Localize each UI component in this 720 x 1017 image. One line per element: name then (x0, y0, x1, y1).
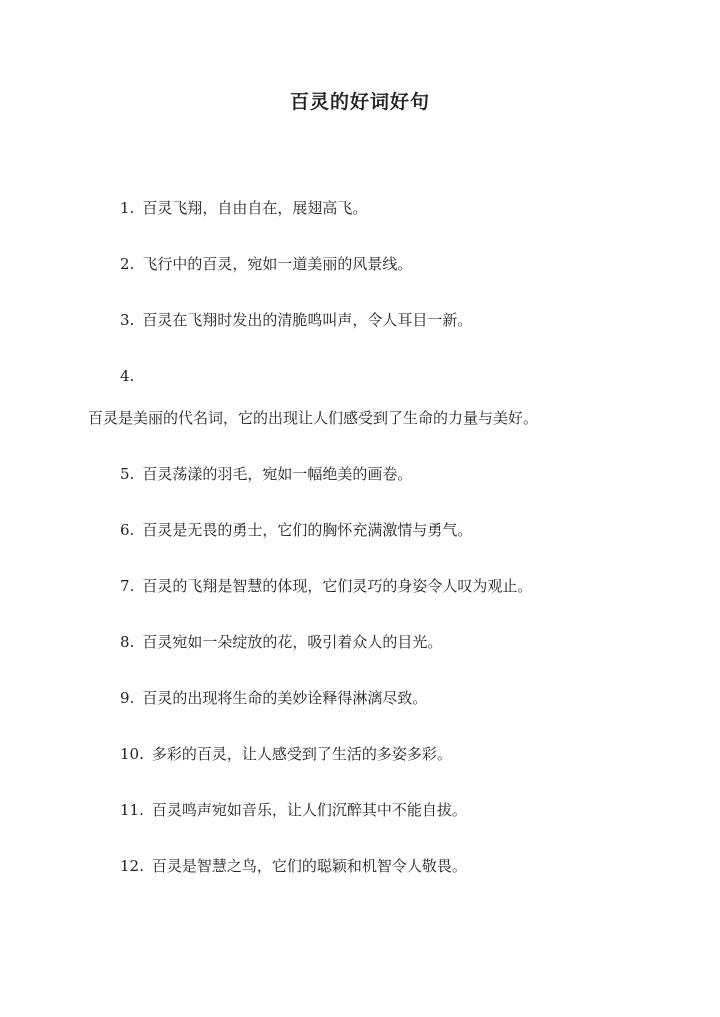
item-number: 5. (120, 465, 135, 483)
list-item (120, 799, 467, 821)
item-text: 百灵的飞翔是智慧的体现，它们灵巧的身姿令人叹为观止。 (142, 577, 533, 595)
list-item (120, 631, 442, 653)
item-text: 多彩的百灵，让人感受到了生活的多姿多彩。 (151, 745, 452, 763)
list-item-number-only (120, 365, 142, 387)
item-number: 8. (120, 633, 135, 651)
list-item (120, 687, 427, 709)
item-text: 百灵是智慧之鸟，它们的聪颖和机智令人敬畏。 (151, 857, 467, 875)
item-number: 6. (120, 521, 135, 539)
list-item (120, 575, 532, 597)
item-text: 飞行中的百灵，宛如一道美丽的风景线。 (142, 255, 413, 273)
item-text: 百灵是无畏的勇士，它们的胸怀充满激情与勇气。 (142, 521, 473, 539)
list-item (120, 855, 467, 877)
list-item (120, 463, 412, 485)
item-number: 10. (120, 745, 144, 763)
item-text: 百灵鸣声宛如音乐，让人们沉醉其中不能自拔。 (151, 801, 467, 819)
item-number: 9. (120, 689, 135, 707)
list-item (120, 309, 472, 331)
list-item (120, 197, 367, 219)
list-item (120, 743, 452, 765)
item-text: 百灵是美丽的代名词，它的出现让人们感受到了生命的力量与美好。 (88, 409, 539, 427)
item-number: 1. (120, 199, 135, 217)
item-number: 7. (120, 577, 135, 595)
list-item (120, 253, 412, 275)
item-text: 百灵飞翔，自由自在，展翅高飞。 (142, 199, 368, 217)
item-number: 4. (120, 367, 135, 385)
item-number: 3. (120, 311, 135, 329)
item-number: 11. (120, 801, 144, 819)
list-item-wrapped-text (88, 407, 538, 429)
list-item (120, 519, 472, 541)
item-text: 百灵宛如一朵绽放的花，吸引着众人的目光。 (142, 633, 443, 651)
item-text: 百灵在飞翔时发出的清脆鸣叫声，令人耳目一新。 (142, 311, 473, 329)
item-number: 2. (120, 255, 135, 273)
item-text: 百灵的出现将生命的美妙诠释得淋漓尽致。 (142, 689, 428, 707)
item-text: 百灵荡漾的羽毛，宛如一幅绝美的画卷。 (142, 465, 413, 483)
item-number: 12. (120, 857, 144, 875)
page-title: 百灵的好词好句 (289, 91, 430, 113)
